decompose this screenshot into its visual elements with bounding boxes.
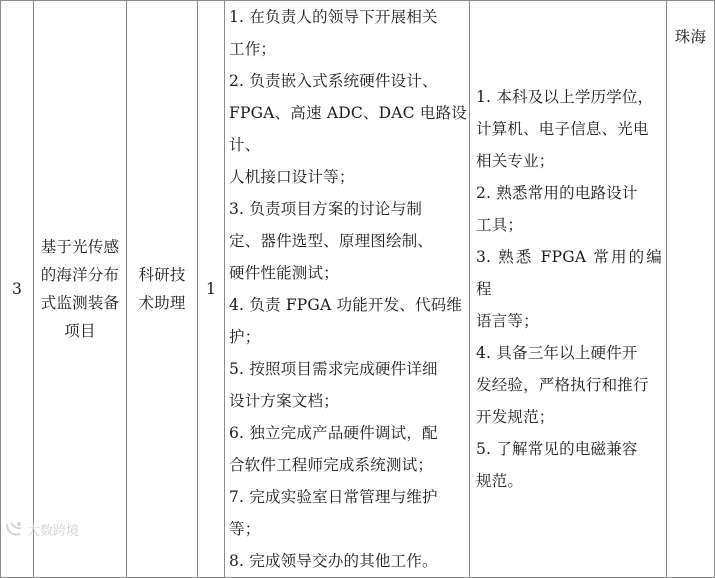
brand-logo-icon xyxy=(4,520,24,538)
duty-line: FPGA、高速 ADC、DAC 电路设计、 xyxy=(229,104,467,154)
requirement-line: 工具； xyxy=(476,216,524,234)
duty-line: 合软件工程师完成系统测试； xyxy=(229,456,434,474)
requirement-line: 相关专业； xyxy=(476,152,555,170)
watermark-text: 大数跨境 xyxy=(27,523,80,539)
duty-line: 7. 完成实验室日常管理与维护 xyxy=(229,488,438,506)
duty-line: 等； xyxy=(229,520,261,538)
work-location: 珠海 xyxy=(674,28,707,46)
watermark xyxy=(4,518,79,540)
duty-line: 5. 按照项目需求完成硬件详细 xyxy=(229,360,438,378)
duty-line: 护； xyxy=(229,328,261,346)
requirement-line: 3. 熟悉 FPGA 常用的编程 xyxy=(476,248,662,298)
duty-line: 3. 负责项目方案的讨论与制 xyxy=(229,200,423,218)
work-location-cell xyxy=(667,1,715,578)
duty-line: 工作； xyxy=(229,40,277,58)
project-name: 基于光传感的海洋分布式监测装备项目 xyxy=(40,238,120,340)
requirement-line: 规范。 xyxy=(476,472,524,490)
requirement-line: 发经验，严格执行和推行 xyxy=(476,376,649,394)
requirement-line: 5. 了解常见的电磁兼容 xyxy=(476,440,638,458)
duty-line: 定、器件选型、原理图绘制、 xyxy=(229,232,434,250)
requirement-line: 开发规范； xyxy=(476,408,555,426)
row-index-cell xyxy=(1,1,34,578)
duty-line: 2. 负责嵌入式系统硬件设计、 xyxy=(229,72,438,90)
job-duties-list xyxy=(225,1,469,577)
headcount-cell xyxy=(198,1,225,578)
requirements-list xyxy=(470,81,666,497)
duty-line: 8. 完成领导交办的其他工作。 xyxy=(229,552,438,570)
requirement-line: 4. 具备三年以上硬件开 xyxy=(476,344,638,362)
requirement-line: 2. 熟悉常用的电路设计 xyxy=(476,184,638,202)
requirement-line: 计算机、电子信息、光电 xyxy=(476,120,649,138)
duty-line: 6. 独立完成产品硬件调试，配 xyxy=(229,424,438,442)
table-row xyxy=(1,1,715,578)
row-index: 3 xyxy=(11,280,23,298)
project-name-cell xyxy=(34,1,127,578)
duty-line: 硬件性能测试； xyxy=(229,264,339,282)
duty-line: 人机接口设计等； xyxy=(229,168,355,186)
duty-line: 4. 负责 FPGA 功能开发、代码维 xyxy=(229,296,463,314)
duty-line: 设计方案文档； xyxy=(229,392,339,410)
requirement-line: 语言等； xyxy=(476,312,539,330)
headcount: 1 xyxy=(205,280,217,298)
requirement-line: 1. 本科及以上学历学位， xyxy=(476,88,654,106)
position-title: 科研技术助理 xyxy=(138,266,186,312)
job-duties-cell xyxy=(225,1,470,578)
requirements-cell xyxy=(470,1,667,578)
position-title-cell xyxy=(127,1,198,578)
duty-line: 1. 在负责人的领导下开展相关 xyxy=(229,8,438,26)
